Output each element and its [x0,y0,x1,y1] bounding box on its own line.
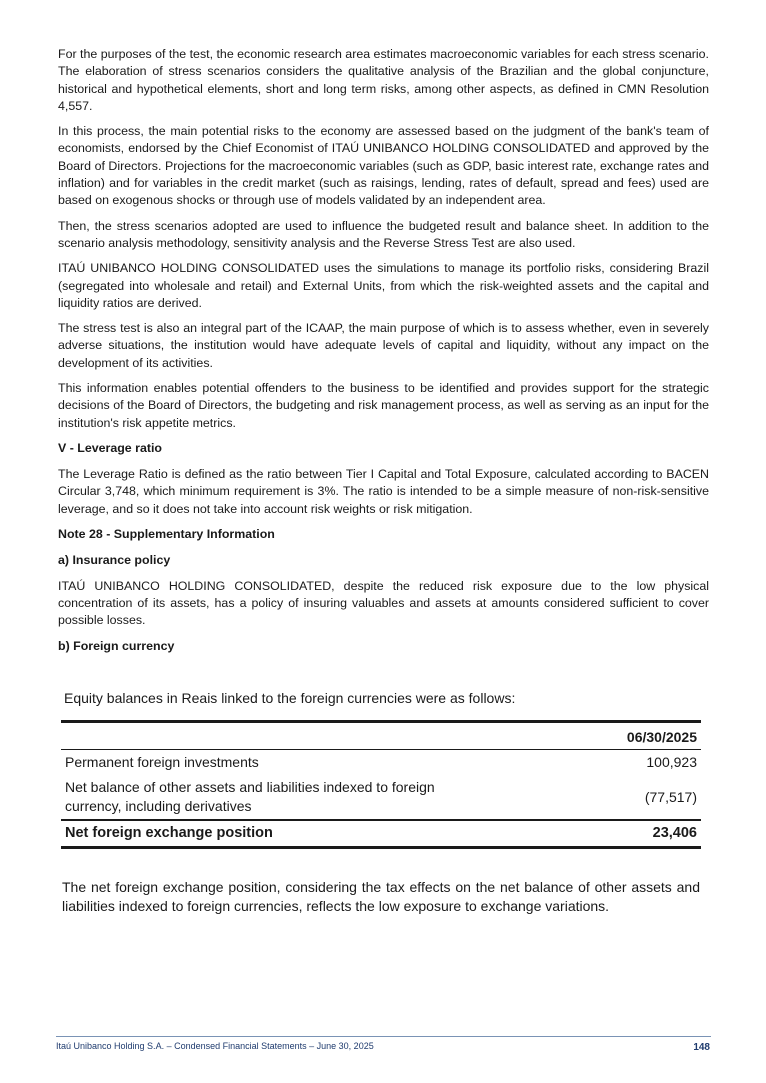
row-label: Net balance of other assets and liabilities indexed to foreign currency, including derivatives [65,779,435,814]
row-value: (77,517) [644,788,697,805]
foreign-exchange-table [61,720,701,849]
table-row [61,775,701,820]
footer-divider [56,1036,711,1037]
footer-document-title: Itaú Unibanco Holding S.A. – Condensed Financial Statements – June 30, 2025 [56,1041,374,1051]
table-row [61,750,701,776]
row-label: Permanent foreign investments [65,754,259,770]
fx-intro-text: Equity balances in Reais linked to the foreign currencies were as follows: [64,690,516,706]
heading-foreign-currency: b) Foreign currency [58,638,175,653]
total-value: 23,406 [573,820,701,848]
header-date: 06/30/2025 [573,722,701,750]
paragraph-risk-assessment: In this process, the main potential risks to the economy are assessed based on the judgment of the bank's team of economists, endorsed by the Chief Economist of ITAÚ UNIBANCO HOLDING CONSOLIDATED and approved by the Board of Directors. Projections for the macroeconomic variables (such as GDP, basic interest rate, exchange rates and inflation) and for variables in the credit market (such as raisings, lending, rates of default, spread and fees) used are based on exogenous shocks or through use of models validated by an independent area. [58,124,709,208]
paragraph-insurance-policy: ITAÚ UNIBANCO HOLDING CONSOLIDATED, despite the reduced risk exposure due to the low physical concentration of its assets, has a policy of insuring valuables and assets at amounts considered sufficient to cover possible losses. [58,578,709,628]
paragraph-simulations: ITAÚ UNIBANCO HOLDING CONSOLIDATED uses the simulations to manage its portfolio risks, considering Brazil (segregated into wholesale and retail) and External Units, from which the risk-weighted assets and the capital and liquidity ratios are derived. [58,261,709,310]
document-body [58,46,709,664]
header-label-cell [61,722,573,750]
paragraph-stress-scenarios: For the purposes of the test, the economic research area estimates macroeconomic variables for each stress scenario. The elaboration of stress scenarios considers the qualitative analysis of the Brazilian and the global conjuncture, historical and hypothetical elements, short and long term risks, among other aspects, as defined in CMN Resolution 4,557. [58,47,709,113]
paragraph-leverage-ratio: The Leverage Ratio is defined as the ratio between Tier I Capital and Total Exposure, calculated according to BACEN Circular 3,748, which minimum requirement is 3%. The ratio is intended to be a simple measure of non-risk-sensitive leverage, and so it does not take into account risk weights or risk mitigation. [58,466,709,516]
heading-insurance-policy: a) Insurance policy [58,552,171,567]
paragraph-stress-influence: Then, the stress scenarios adopted are used to influence the budgeted result and balance sheet. In addition to the scenario analysis methodology, sensitivity analysis and the Reverse Stress Test are also used. [58,218,709,250]
total-label: Net foreign exchange position [61,820,573,848]
row-value: 100,923 [646,754,697,770]
heading-leverage-ratio: V - Leverage ratio [58,440,162,455]
table-header-row [61,722,701,750]
paragraph-information: This information enables potential offenders to the business to be identified and provides support for the strategic decisions of the Board of Directors, the budgeting and risk management process, as well as serving as an input for the institution's risk appetite metrics. [58,381,709,430]
table-total-row [61,820,701,848]
page-number: 148 [693,1042,710,1053]
paragraph-icaap: The stress test is also an integral part of the ICAAP, the main purpose of which is to assess whether, even in severely adverse situations, the institution would have adequate levels of capital and liquidity, without any impact on the development of its activities. [58,321,709,370]
heading-note-28: Note 28 - Supplementary Information [58,526,275,541]
fx-closing-text: The net foreign exchange position, considering the tax effects on the net balance of other assets and liabilities indexed to foreign currencies, reflects the low exposure to exchange variations. [62,879,700,914]
